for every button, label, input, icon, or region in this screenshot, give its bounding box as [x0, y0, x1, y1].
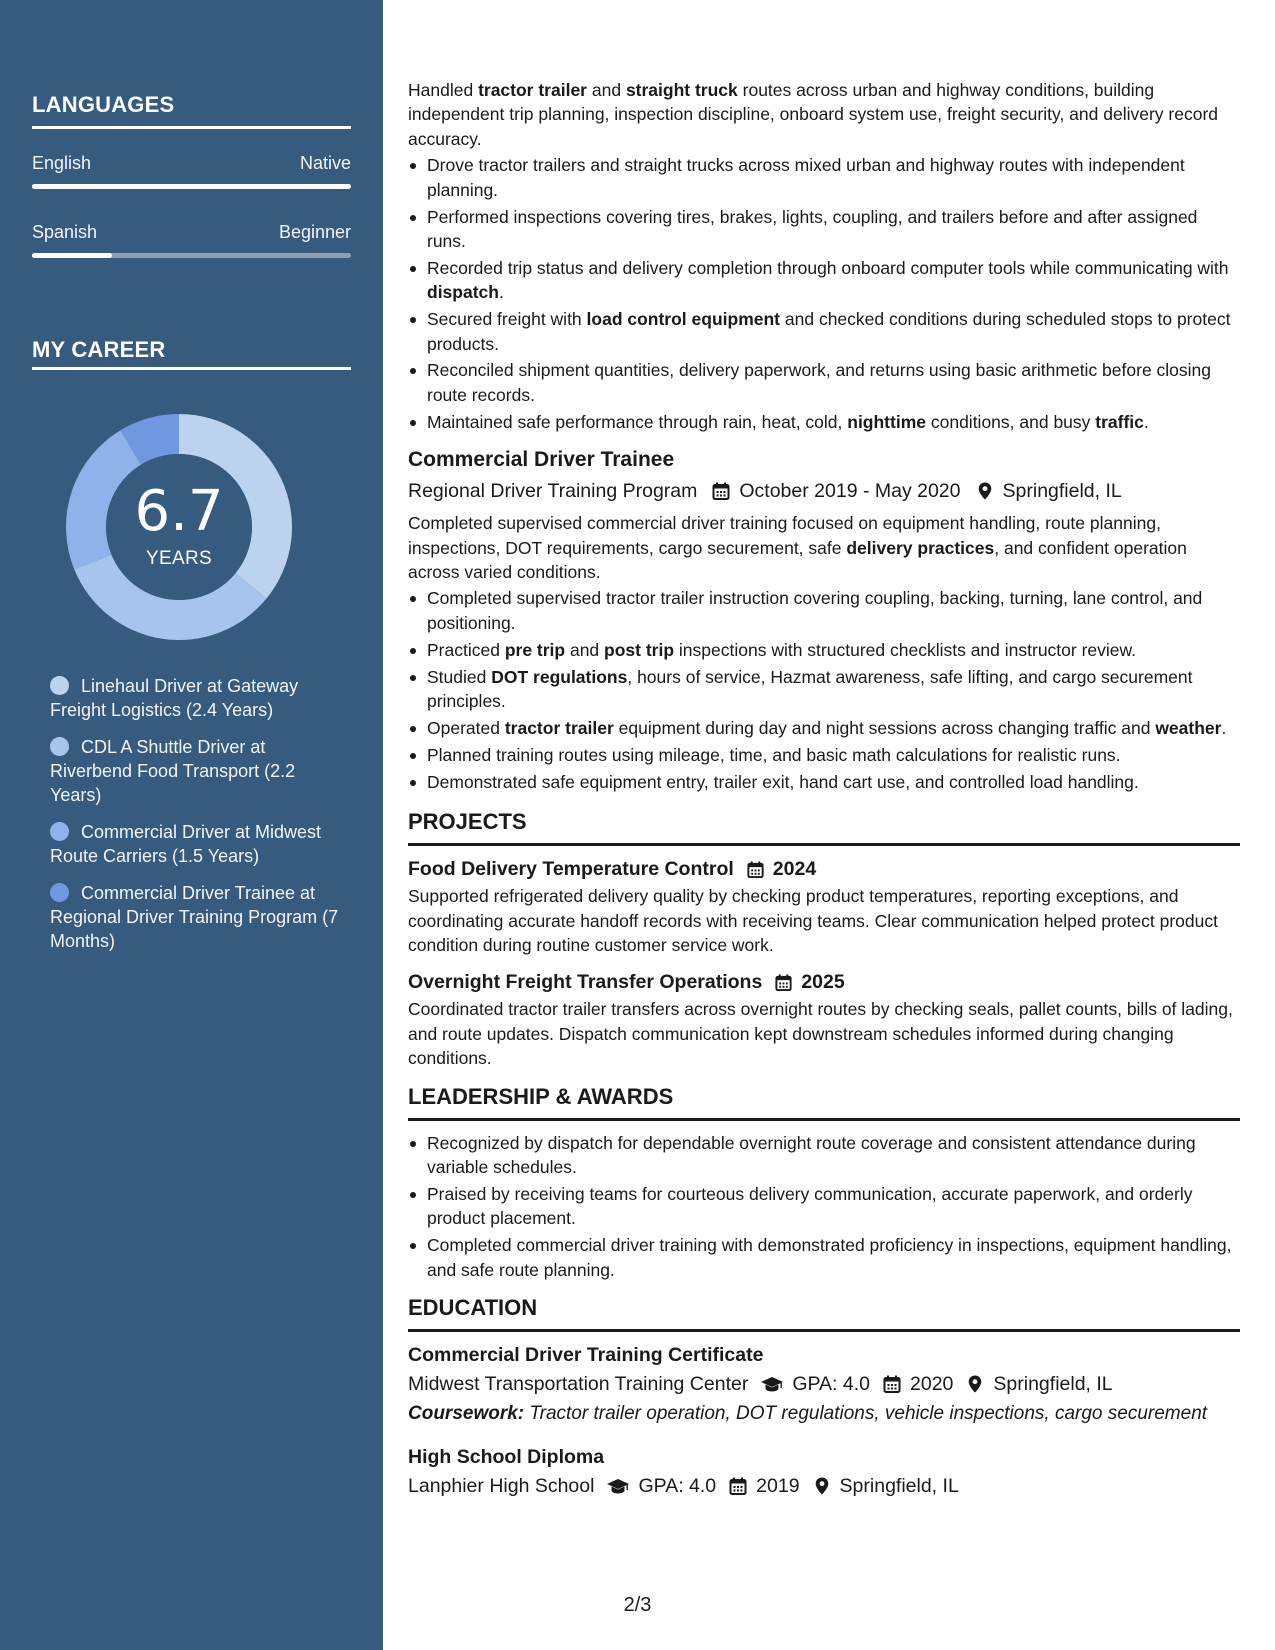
location-pin-icon — [965, 1374, 985, 1394]
language-bar-english — [32, 184, 351, 189]
education-school: Lanphier High School — [408, 1475, 595, 1498]
location-pin-icon — [975, 481, 995, 501]
legend-label: CDL A Shuttle Driver at Riverbend Food Transport (2.2 Years) — [50, 737, 296, 805]
job-bullets — [408, 586, 1240, 794]
emphasis-text: delivery practices — [846, 537, 995, 558]
page-number-text: 2/3 — [623, 1594, 652, 1616]
legend-dot — [50, 883, 69, 902]
emphasis-text: weather — [1155, 717, 1222, 738]
project-description: Supported refrigerated delivery quality by checking product temperatures, reporting exceptions, and coordinating accurate handoff records with receiving teams. Clear communication helped protect product condition during routine customer service work. — [408, 886, 1218, 955]
bullet-item: Completed commercial driver training with demonstrated proficiency in inspections, equipment handling, and safe route planning. — [408, 1233, 1240, 1282]
emphasis-text: traffic — [1095, 411, 1144, 432]
project-title-row — [408, 856, 1240, 882]
career-donut-chart — [66, 414, 292, 640]
prev-job-summary: Handled tractor trailer and straight truck routes across urban and highway conditions, building independent trip planning, inspection discipline, onboard system use, freight security, and delivery record accuracy. — [408, 80, 1218, 149]
career-legend-item — [50, 674, 340, 722]
leadership-rule — [408, 1118, 1240, 1121]
career-legend-item — [50, 881, 340, 953]
bullet-item: Practiced pre trip and post trip inspections with structured checklists and instructor review. — [408, 638, 1240, 662]
emphasis-text: tractor trailer — [504, 717, 614, 738]
languages-heading: LANGUAGES — [32, 92, 175, 117]
job-location: Springfield, IL — [1002, 480, 1122, 503]
job-company: Regional Driver Training Program — [408, 480, 698, 503]
language-row-spanish — [32, 222, 351, 243]
languages-rule — [32, 126, 351, 129]
education-gpa: GPA: 4.0 — [638, 1475, 717, 1498]
education-year: 2020 — [910, 1373, 954, 1396]
bullet-item: Praised by receiving teams for courteous delivery communication, accurate paperwork, and orderly product placement. — [408, 1182, 1240, 1231]
bullet-item: Maintained safe performance through rain, heat, cold, nighttime conditions, and busy traffic. — [408, 410, 1240, 434]
main-content — [408, 78, 1240, 1500]
career-legend-item — [50, 735, 340, 807]
job-dates: October 2019 - May 2020 — [739, 480, 961, 503]
language-level: Native — [299, 153, 351, 173]
project-year: 2025 — [801, 971, 845, 994]
education-gpa: GPA: 4.0 — [792, 1373, 871, 1396]
bullet-item: Recognized by dispatch for dependable overnight route coverage and consistent attendance during variable schedules. — [408, 1131, 1240, 1180]
education-coursework — [408, 1402, 1240, 1426]
location-pin-icon — [812, 1476, 832, 1496]
legend-dot — [50, 676, 69, 695]
education-title: High School Diploma — [408, 1446, 605, 1469]
education-meta — [408, 1472, 1240, 1500]
bullet-item: Studied DOT regulations, hours of service, Hazmat awareness, safe lifting, and cargo securement principles. — [408, 665, 1240, 714]
language-row-english — [32, 153, 351, 174]
bullet-item: Drove tractor trailers and straight trucks across mixed urban and highway routes with independent planning. — [408, 153, 1240, 202]
career-legend-item — [50, 820, 340, 868]
bullet-item: Performed inspections covering tires, brakes, lights, coupling, and trailers before and after assigned runs. — [408, 205, 1240, 254]
emphasis-text: pre trip — [504, 639, 566, 660]
legend-dot — [50, 822, 69, 841]
education-meta — [408, 1370, 1240, 1398]
career-total-unit: YEARS — [146, 548, 212, 569]
language-bar-fill — [32, 184, 351, 189]
language-name: English — [32, 153, 92, 173]
education-list — [408, 1342, 1240, 1500]
legend-label: Linehaul Driver at Gateway Freight Logistics (2.4 Years) — [50, 676, 299, 720]
projects-rule — [408, 843, 1240, 846]
project-title: Food Delivery Temperature Control — [408, 858, 734, 881]
language-level: Beginner — [278, 222, 351, 242]
calendar-icon — [746, 860, 765, 879]
page-number — [0, 1594, 1275, 1617]
emphasis-text: dispatch — [427, 282, 499, 303]
calendar-icon — [774, 973, 793, 992]
education-location: Springfield, IL — [993, 1373, 1113, 1396]
project-description: Coordinated tractor trailer transfers across overnight routes by checking seals, pallet counts, bills of lading, and route updates. Dispatch communication kept downstream schedules informed during changing conditions. — [408, 999, 1233, 1069]
leadership-heading: LEADERSHIP & AWARDS — [408, 1083, 674, 1109]
education-school: Midwest Transportation Training Center — [408, 1373, 749, 1396]
education-heading: EDUCATION — [408, 1295, 538, 1321]
graduation-cap-icon — [606, 1476, 630, 1496]
education-rule — [408, 1329, 1240, 1332]
bullet-item: Completed supervised tractor trailer instruction covering coupling, backing, turning, lane control, and positioning. — [408, 586, 1240, 635]
bullet-item: Operated tractor trailer equipment during day and night sessions across changing traffic and weather. — [408, 716, 1240, 740]
job-summary: Completed supervised commercial driver training focused on equipment handling, route planning, inspections, DOT requirements, cargo securement, safe delivery practices, and confident operation across varied conditions. — [408, 513, 1187, 582]
emphasis-text: nighttime — [847, 411, 926, 432]
prev-job-bullets — [408, 153, 1240, 434]
coursework-text: Tractor trailer operation, DOT regulations, vehicle inspections, cargo securement — [524, 1403, 1208, 1425]
legend-label: Commercial Driver Trainee at Regional Driver Training Program (7 Months) — [50, 883, 339, 951]
education-year: 2019 — [756, 1475, 800, 1498]
project-title: Overnight Freight Transfer Operations — [408, 971, 763, 994]
emphasis-text: post trip — [604, 639, 675, 660]
legend-label: Commercial Driver at Midwest Route Carriers (1.5 Years) — [50, 822, 322, 866]
bullet-item: Recorded trip status and delivery completion through onboard computer tools while communicating with dispatch. — [408, 256, 1240, 305]
bullet-item: Planned training routes using mileage, time, and basic math calculations for realistic runs. — [408, 743, 1240, 767]
emphasis-text: straight truck — [625, 80, 738, 100]
emphasis-text: load control equipment — [586, 309, 781, 330]
bullet-item: Reconciled shipment quantities, delivery paperwork, and returns using basic arithmetic before closing route records. — [408, 358, 1240, 407]
emphasis-text: tractor trailer — [478, 80, 587, 100]
calendar-icon — [728, 1476, 748, 1496]
job-meta — [408, 477, 1240, 505]
career-heading: MY CAREER — [32, 337, 166, 362]
calendar-icon — [882, 1374, 902, 1394]
coursework-label: Coursework: — [408, 1403, 525, 1425]
language-bar-fill — [32, 253, 112, 258]
projects-list — [408, 856, 1240, 1070]
sidebar — [0, 0, 383, 1650]
project-year: 2024 — [772, 858, 817, 881]
graduation-cap-icon — [760, 1374, 784, 1394]
career-total-value: 6.7 — [134, 479, 224, 544]
career-rule — [32, 367, 351, 370]
job-title: Commercial Driver Trainee — [408, 448, 675, 472]
emphasis-text: DOT regulations — [491, 666, 628, 687]
education-title: Commercial Driver Training Certificate — [408, 1344, 764, 1367]
career-legend — [50, 674, 340, 966]
language-bar-spanish — [32, 253, 351, 258]
bullet-item: Secured freight with load control equipment and checked conditions during scheduled stops to protect products. — [408, 307, 1240, 356]
legend-dot — [50, 737, 69, 756]
projects-heading: PROJECTS — [408, 809, 527, 835]
calendar-icon — [711, 481, 731, 501]
bullet-item: Demonstrated safe equipment entry, trailer exit, hand cart use, and controlled load handling. — [408, 770, 1240, 794]
leadership-list — [408, 1131, 1240, 1282]
education-location: Springfield, IL — [839, 1475, 959, 1498]
project-title-row — [408, 969, 1240, 995]
language-name: Spanish — [32, 222, 98, 242]
donut-center — [66, 414, 292, 640]
